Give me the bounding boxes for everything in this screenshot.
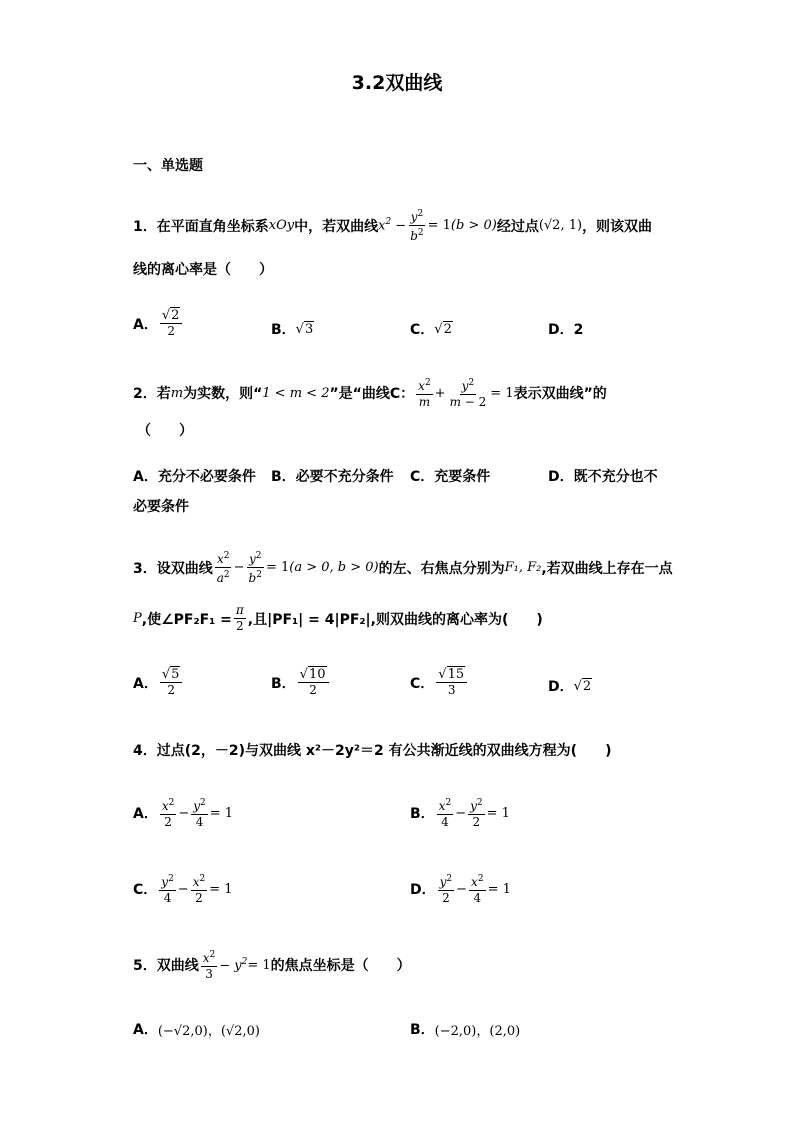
q1-option-d: D．2 [548, 322, 584, 338]
q1-equation: $x^2$ − [378, 217, 407, 234]
q4-option-d: D． $\frac{y^2}{2}$ − $\frac{x^2}{4}$ = 1 [410, 874, 511, 905]
q5-option-a: A． (−√2,0)，(√2,0) [133, 1022, 260, 1039]
q3-option-b: B． $\frac{√10}{2}$ [271, 667, 331, 698]
page-title: 3.2双曲线 [351, 72, 443, 94]
q2-option-b: B．必要不充分条件 [271, 469, 394, 485]
q1-option-b: B． √3 [271, 321, 314, 338]
section-heading: 一、单选题 [133, 158, 203, 174]
q3-option-c: C． $\frac{√15}{3}$ [410, 667, 469, 698]
q1-fraction: $\frac{y^2}{b^2}$ [410, 209, 424, 243]
q4-option-a: A． $\frac{x^2}{2}$ − $\frac{y^2}{4}$ = 1 [133, 798, 234, 829]
q1-option-a: A． $\frac{√2}{2}$ [133, 308, 184, 339]
q4-option-c: C． $\frac{y^2}{4}$ − $\frac{x^2}{2}$ = 1 [133, 874, 233, 905]
question-1-line-2: 线的离心率是（ ） [133, 262, 273, 278]
q1-option-c: C． √2 [410, 321, 452, 338]
q2-option-d: D．既不充分也不 [548, 469, 658, 485]
question-2-line-2: （ ） [137, 423, 193, 439]
question-3-line-2: P ,使∠PF₂F₁ = $\frac{\pi}{2}$ ,且|PF₁| = 4|PF₂|,则双曲线的离心率为( ) [133, 603, 543, 633]
q4-option-b: B． $\frac{x^2}{4}$ − $\frac{y^2}{2}$ = 1 [410, 798, 510, 829]
question-3-line-1: 3．设双曲线 $\frac{x^2}{a^2}$ − $\frac{y^2}{b^2}$ = 1 (a > 0, b > 0) 的左、右焦点分别为 F₁, F₂ ,若双曲线上存在一点 [133, 551, 673, 585]
question-2-line-1: 2．若 m 为实数，则“ 1 < m < 2 ”是“曲线 C： $\frac{x^2}{m}$ + $\frac{y^2}{m - 2}$ = 1 表示双曲线”的 [133, 378, 607, 409]
question-5-line: 5．双曲线 $\frac{x^2}{3}$ − $y^2$ = 1 的焦点坐标是（ ） [133, 950, 411, 981]
q3-option-d: D． √2 [548, 678, 592, 695]
q2-option-a: A．充分不必要条件 [133, 469, 256, 485]
question-2-line-3: 必要条件 [133, 499, 189, 515]
question-4-line: 4．过点(2，－2)与双曲线 x²－2y²＝2 有公共渐近线的双曲线方程为( ) [133, 743, 612, 759]
q5-option-b: B． (−2,0)，(2,0) [410, 1022, 521, 1039]
q2-option-c: C．充要条件 [410, 469, 491, 485]
question-1-line-1: 1．在平面直角坐标系 xOy 中，若双曲线 $x^2$ − $\frac{y^2}{b^2}$ = 1 (b > 0) 经过点 (√2, 1) ，则该双曲 [133, 209, 653, 243]
q3-option-a: A． $\frac{√5}{2}$ [133, 667, 184, 698]
